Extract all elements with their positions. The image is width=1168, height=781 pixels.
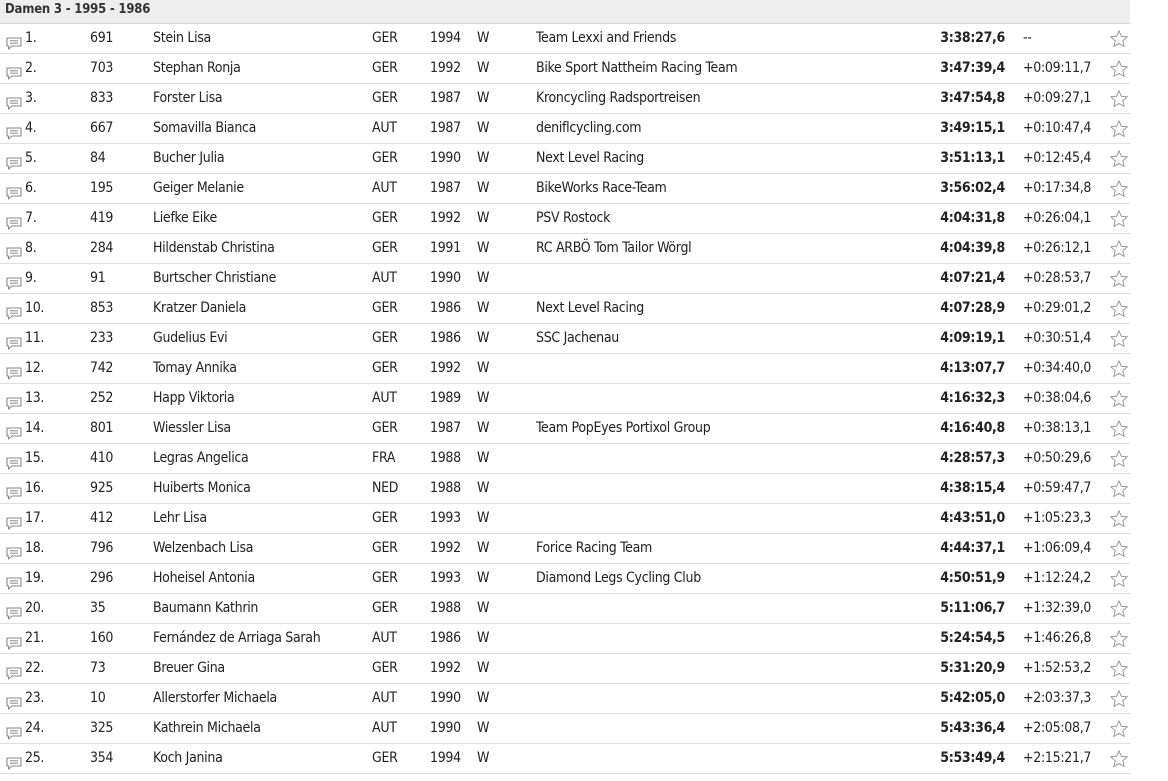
- gender-cell: W: [477, 240, 490, 256]
- gender-cell: W: [477, 30, 490, 46]
- rank-cell: 25.: [25, 750, 45, 766]
- nation-cell: AUT: [372, 630, 397, 646]
- table-row[interactable]: [0, 144, 1130, 174]
- star-outline-icon[interactable]: [1109, 479, 1129, 499]
- gap-cell: +0:38:13,1: [1023, 420, 1092, 436]
- time-cell: 5:43:36,4: [940, 720, 1005, 736]
- comment-icon[interactable]: [6, 182, 22, 195]
- comment-icon[interactable]: [6, 692, 22, 705]
- gap-cell: +0:38:04,6: [1023, 390, 1092, 406]
- gap-cell: +0:30:51,4: [1023, 330, 1092, 346]
- star-outline-icon[interactable]: [1109, 179, 1129, 199]
- name-cell: Kathrein Michaela: [153, 720, 261, 736]
- table-row[interactable]: [0, 594, 1130, 624]
- comment-icon[interactable]: [6, 752, 22, 765]
- nation-cell: GER: [372, 90, 398, 106]
- time-cell: 4:04:31,8: [940, 210, 1005, 226]
- time-cell: 3:49:15,1: [940, 120, 1005, 136]
- name-cell: Liefke Eike: [153, 210, 217, 226]
- rank-cell: 4.: [25, 120, 37, 136]
- rank-cell: 3.: [25, 90, 37, 106]
- table-row[interactable]: [0, 624, 1130, 654]
- table-row[interactable]: [0, 684, 1130, 714]
- star-outline-icon[interactable]: [1109, 59, 1129, 79]
- time-cell: 5:53:49,4: [940, 750, 1005, 766]
- team-cell: Next Level Racing: [536, 150, 645, 166]
- bib-cell: 284: [90, 240, 114, 256]
- gap-cell: +0:17:34,8: [1023, 180, 1092, 196]
- gender-cell: W: [477, 180, 490, 196]
- gap-cell: +0:26:04,1: [1023, 210, 1092, 226]
- nation-cell: GER: [372, 150, 398, 166]
- gap-cell: +1:46:26,8: [1023, 630, 1092, 646]
- rank-cell: 13.: [25, 390, 45, 406]
- name-cell: Lehr Lisa: [153, 510, 207, 526]
- table-row[interactable]: [0, 744, 1130, 774]
- nation-cell: AUT: [372, 690, 397, 706]
- name-cell: Breuer Gina: [153, 660, 225, 676]
- comment-icon[interactable]: [6, 242, 22, 255]
- bib-cell: 703: [90, 60, 114, 76]
- comment-icon[interactable]: [6, 272, 22, 285]
- team-cell: Kroncycling Radsportreisen: [536, 90, 701, 106]
- nation-cell: AUT: [372, 180, 397, 196]
- rank-cell: 19.: [25, 570, 45, 586]
- gap-cell: +2:03:37,3: [1023, 690, 1092, 706]
- table-row[interactable]: [0, 444, 1130, 474]
- gap-cell: +0:59:47,7: [1023, 480, 1092, 496]
- gap-cell: +0:50:29,6: [1023, 450, 1092, 466]
- star-outline-icon[interactable]: [1109, 329, 1129, 349]
- rank-cell: 15.: [25, 450, 45, 466]
- name-cell: Somavilla Bianca: [153, 120, 257, 136]
- gender-cell: W: [477, 510, 490, 526]
- star-outline-icon[interactable]: [1109, 389, 1129, 409]
- rank-cell: 10.: [25, 300, 45, 316]
- year-cell: 1987: [430, 420, 461, 436]
- time-cell: 4:04:39,8: [940, 240, 1005, 256]
- gap-cell: +1:05:23,3: [1023, 510, 1092, 526]
- time-cell: 4:50:51,9: [940, 570, 1005, 586]
- gap-cell: +2:15:21,7: [1023, 750, 1092, 766]
- comment-icon[interactable]: [6, 332, 22, 345]
- time-cell: 5:31:20,9: [940, 660, 1005, 676]
- comment-icon[interactable]: [6, 32, 22, 45]
- bib-cell: 195: [90, 180, 114, 196]
- year-cell: 1992: [430, 210, 461, 226]
- year-cell: 1994: [430, 750, 461, 766]
- comment-icon[interactable]: [6, 362, 22, 375]
- nation-cell: GER: [372, 330, 398, 346]
- year-cell: 1990: [430, 720, 461, 736]
- star-outline-icon[interactable]: [1109, 599, 1129, 619]
- rank-cell: 5.: [25, 150, 37, 166]
- year-cell: 1992: [430, 540, 461, 556]
- rank-cell: 24.: [25, 720, 45, 736]
- time-cell: 3:38:27,6: [940, 30, 1005, 46]
- gender-cell: W: [477, 390, 490, 406]
- gender-cell: W: [477, 150, 490, 166]
- table-row[interactable]: [0, 294, 1130, 324]
- star-outline-icon[interactable]: [1109, 509, 1129, 529]
- table-row[interactable]: [0, 654, 1130, 684]
- nation-cell: GER: [372, 240, 398, 256]
- gender-cell: W: [477, 210, 490, 226]
- gender-cell: W: [477, 720, 490, 736]
- table-row[interactable]: [0, 204, 1130, 234]
- bib-cell: 412: [90, 510, 114, 526]
- team-cell: Diamond Legs Cycling Club: [536, 570, 701, 586]
- gender-cell: W: [477, 540, 490, 556]
- star-outline-icon[interactable]: [1109, 239, 1129, 259]
- gap-cell: +2:05:08,7: [1023, 720, 1092, 736]
- gap-cell: +0:34:40,0: [1023, 360, 1092, 376]
- year-cell: 1993: [430, 570, 461, 586]
- table-row[interactable]: [0, 414, 1130, 444]
- gender-cell: W: [477, 480, 490, 496]
- comment-icon[interactable]: [6, 722, 22, 735]
- time-cell: 4:43:51,0: [940, 510, 1005, 526]
- gap-cell: +0:26:12,1: [1023, 240, 1092, 256]
- star-outline-icon[interactable]: [1109, 629, 1129, 649]
- star-outline-icon[interactable]: [1109, 269, 1129, 289]
- time-cell: 4:07:21,4: [940, 270, 1005, 286]
- star-outline-icon[interactable]: [1109, 299, 1129, 319]
- year-cell: 1988: [430, 480, 461, 496]
- nation-cell: GER: [372, 750, 398, 766]
- gap-cell: +1:06:09,4: [1023, 540, 1092, 556]
- star-outline-icon[interactable]: [1109, 359, 1129, 379]
- comment-icon[interactable]: [6, 62, 22, 75]
- nation-cell: GER: [372, 30, 398, 46]
- gender-cell: W: [477, 660, 490, 676]
- star-outline-icon[interactable]: [1109, 119, 1129, 139]
- team-cell: deniflcycling.com: [536, 120, 642, 136]
- bib-cell: 410: [90, 450, 114, 466]
- gap-cell: +0:09:27,1: [1023, 90, 1092, 106]
- name-cell: Huiberts Monica: [153, 480, 251, 496]
- name-cell: Bucher Julia: [153, 150, 225, 166]
- table-row[interactable]: [0, 114, 1130, 144]
- name-cell: Stein Lisa: [153, 30, 211, 46]
- results-list: [0, 24, 1130, 774]
- star-outline-icon[interactable]: [1109, 749, 1129, 769]
- gender-cell: W: [477, 450, 490, 466]
- time-cell: 5:11:06,7: [940, 600, 1005, 616]
- table-row[interactable]: [0, 324, 1130, 354]
- name-cell: Koch Janina: [153, 750, 223, 766]
- team-cell: Team Lexxi and Friends: [536, 30, 677, 46]
- comment-icon[interactable]: [6, 632, 22, 645]
- time-cell: 4:38:15,4: [940, 480, 1005, 496]
- gap-cell: +1:32:39,0: [1023, 600, 1092, 616]
- name-cell: Allerstorfer Michaela: [153, 690, 277, 706]
- nation-cell: NED: [372, 480, 399, 496]
- bib-cell: 252: [90, 390, 114, 406]
- gap-cell: +0:10:47,4: [1023, 120, 1092, 136]
- star-outline-icon[interactable]: [1109, 659, 1129, 679]
- table-row[interactable]: [0, 534, 1130, 564]
- time-cell: 3:51:13,1: [940, 150, 1005, 166]
- table-row[interactable]: [0, 174, 1130, 204]
- rank-cell: 11.: [25, 330, 45, 346]
- nation-cell: FRA: [372, 450, 396, 466]
- bib-cell: 233: [90, 330, 114, 346]
- bib-cell: 35: [90, 600, 106, 616]
- name-cell: Kratzer Daniela: [153, 300, 246, 316]
- star-outline-icon[interactable]: [1109, 689, 1129, 709]
- bib-cell: 10: [90, 690, 106, 706]
- star-outline-icon[interactable]: [1109, 89, 1129, 109]
- name-cell: Burtscher Christiane: [153, 270, 277, 286]
- time-cell: 3:56:02,4: [940, 180, 1005, 196]
- rank-cell: 21.: [25, 630, 45, 646]
- star-outline-icon[interactable]: [1109, 209, 1129, 229]
- time-cell: 3:47:54,8: [940, 90, 1005, 106]
- category-header: [0, 0, 1130, 24]
- team-cell: Next Level Racing: [536, 300, 645, 316]
- bib-cell: 853: [90, 300, 114, 316]
- nation-cell: GER: [372, 60, 398, 76]
- rank-cell: 17.: [25, 510, 45, 526]
- year-cell: 1987: [430, 180, 461, 196]
- name-cell: Geiger Melanie: [153, 180, 244, 196]
- table-row[interactable]: [0, 384, 1130, 414]
- table-row[interactable]: [0, 504, 1130, 534]
- year-cell: 1990: [430, 690, 461, 706]
- time-cell: 5:42:05,0: [940, 690, 1005, 706]
- page-margin: [1131, 0, 1168, 777]
- comment-icon[interactable]: [6, 452, 22, 465]
- team-cell: Team PopEyes Portixol Group: [536, 420, 711, 436]
- nation-cell: GER: [372, 360, 398, 376]
- gap-cell: +0:29:01,2: [1023, 300, 1092, 316]
- bib-cell: 801: [90, 420, 114, 436]
- comment-icon[interactable]: [6, 662, 22, 675]
- bib-cell: 742: [90, 360, 114, 376]
- nation-cell: AUT: [372, 720, 397, 736]
- bib-cell: 833: [90, 90, 114, 106]
- rank-cell: 18.: [25, 540, 45, 556]
- comment-icon[interactable]: [6, 152, 22, 165]
- nation-cell: GER: [372, 510, 398, 526]
- gap-cell: +0:28:53,7: [1023, 270, 1092, 286]
- gender-cell: W: [477, 90, 490, 106]
- bib-cell: 925: [90, 480, 114, 496]
- name-cell: Baumann Kathrin: [153, 600, 259, 616]
- rank-cell: 1.: [25, 30, 37, 46]
- rank-cell: 20.: [25, 600, 45, 616]
- name-cell: Wiessler Lisa: [153, 420, 231, 436]
- name-cell: Happ Viktoria: [153, 390, 235, 406]
- year-cell: 1992: [430, 60, 461, 76]
- rank-cell: 22.: [25, 660, 45, 676]
- table-row[interactable]: [0, 474, 1130, 504]
- nation-cell: GER: [372, 210, 398, 226]
- team-cell: Bike Sport Nattheim Racing Team: [536, 60, 738, 76]
- bib-cell: 160: [90, 630, 114, 646]
- bib-cell: 325: [90, 720, 114, 736]
- gender-cell: W: [477, 570, 490, 586]
- time-cell: 4:16:40,8: [940, 420, 1005, 436]
- rank-cell: 23.: [25, 690, 45, 706]
- name-cell: Fernández de Arriaga Sarah: [153, 630, 321, 646]
- bib-cell: 73: [90, 660, 106, 676]
- name-cell: Tomay Annika: [153, 360, 237, 376]
- nation-cell: GER: [372, 540, 398, 556]
- team-cell: SSC Jachenau: [536, 330, 619, 346]
- name-cell: Hoheisel Antonia: [153, 570, 255, 586]
- gap-cell: +1:52:53,2: [1023, 660, 1092, 676]
- table-row[interactable]: [0, 234, 1130, 264]
- year-cell: 1992: [430, 660, 461, 676]
- category-title: Damen 3 - 1995 - 1986: [5, 2, 151, 17]
- bib-cell: 691: [90, 30, 114, 46]
- gap-cell: +1:12:24,2: [1023, 570, 1092, 586]
- star-outline-icon[interactable]: [1109, 569, 1129, 589]
- gender-cell: W: [477, 120, 490, 136]
- table-row[interactable]: [0, 54, 1130, 84]
- rank-cell: 8.: [25, 240, 37, 256]
- table-row[interactable]: [0, 564, 1130, 594]
- comment-icon[interactable]: [6, 302, 22, 315]
- time-cell: 4:13:07,7: [940, 360, 1005, 376]
- rank-cell: 9.: [25, 270, 37, 286]
- gender-cell: W: [477, 630, 490, 646]
- gender-cell: W: [477, 600, 490, 616]
- gap-cell: +0:12:45,4: [1023, 150, 1092, 166]
- gender-cell: W: [477, 330, 490, 346]
- time-cell: 4:44:37,1: [940, 540, 1005, 556]
- name-cell: Hildenstab Christina: [153, 240, 275, 256]
- name-cell: Gudelius Evi: [153, 330, 228, 346]
- year-cell: 1986: [430, 630, 461, 646]
- table-row[interactable]: [0, 84, 1130, 114]
- table-row[interactable]: [0, 354, 1130, 384]
- gender-cell: W: [477, 690, 490, 706]
- rank-cell: 6.: [25, 180, 37, 196]
- comment-icon[interactable]: [6, 92, 22, 105]
- comment-icon[interactable]: [6, 512, 22, 525]
- table-row[interactable]: [0, 264, 1130, 294]
- gender-cell: W: [477, 750, 490, 766]
- bib-cell: 419: [90, 210, 114, 226]
- year-cell: 1990: [430, 150, 461, 166]
- bib-cell: 296: [90, 570, 114, 586]
- comment-icon[interactable]: [6, 572, 22, 585]
- year-cell: 1987: [430, 90, 461, 106]
- nation-cell: GER: [372, 660, 398, 676]
- year-cell: 1992: [430, 360, 461, 376]
- year-cell: 1994: [430, 30, 461, 46]
- rank-cell: 16.: [25, 480, 45, 496]
- time-cell: 4:07:28,9: [940, 300, 1005, 316]
- year-cell: 1988: [430, 600, 461, 616]
- year-cell: 1987: [430, 120, 461, 136]
- star-outline-icon[interactable]: [1109, 449, 1129, 469]
- year-cell: 1986: [430, 330, 461, 346]
- rank-cell: 7.: [25, 210, 37, 226]
- year-cell: 1988: [430, 450, 461, 466]
- year-cell: 1990: [430, 270, 461, 286]
- gender-cell: W: [477, 360, 490, 376]
- nation-cell: AUT: [372, 120, 397, 136]
- nation-cell: GER: [372, 570, 398, 586]
- name-cell: Stephan Ronja: [153, 60, 241, 76]
- nation-cell: GER: [372, 300, 398, 316]
- time-cell: 4:09:19,1: [940, 330, 1005, 346]
- year-cell: 1989: [430, 390, 461, 406]
- year-cell: 1986: [430, 300, 461, 316]
- gender-cell: W: [477, 300, 490, 316]
- comment-icon[interactable]: [6, 482, 22, 495]
- comment-icon[interactable]: [6, 212, 22, 225]
- time-cell: 3:47:39,4: [940, 60, 1005, 76]
- time-cell: 4:28:57,3: [940, 450, 1005, 466]
- time-cell: 4:16:32,3: [940, 390, 1005, 406]
- table-row[interactable]: [0, 714, 1130, 744]
- comment-icon[interactable]: [6, 422, 22, 435]
- bib-cell: 354: [90, 750, 114, 766]
- name-cell: Forster Lisa: [153, 90, 223, 106]
- rank-cell: 12.: [25, 360, 45, 376]
- table-row[interactable]: [0, 24, 1130, 54]
- gender-cell: W: [477, 270, 490, 286]
- star-outline-icon[interactable]: [1109, 719, 1129, 739]
- bib-cell: 667: [90, 120, 114, 136]
- nation-cell: GER: [372, 420, 398, 436]
- star-outline-icon[interactable]: [1109, 419, 1129, 439]
- year-cell: 1991: [430, 240, 461, 256]
- gender-cell: W: [477, 60, 490, 76]
- gender-cell: W: [477, 420, 490, 436]
- rank-cell: 2.: [25, 60, 37, 76]
- star-outline-icon[interactable]: [1109, 29, 1129, 49]
- bib-cell: 84: [90, 150, 106, 166]
- team-cell: PSV Rostock: [536, 210, 611, 226]
- gap-cell: +0:09:11,7: [1023, 60, 1092, 76]
- comment-icon[interactable]: [6, 392, 22, 405]
- name-cell: Welzenbach Lisa: [153, 540, 254, 556]
- time-cell: 5:24:54,5: [940, 630, 1005, 646]
- nation-cell: AUT: [372, 270, 397, 286]
- gap-cell: --: [1023, 30, 1032, 46]
- comment-icon[interactable]: [6, 602, 22, 615]
- bib-cell: 796: [90, 540, 114, 556]
- star-outline-icon[interactable]: [1109, 149, 1129, 169]
- name-cell: Legras Angelica: [153, 450, 249, 466]
- nation-cell: AUT: [372, 390, 397, 406]
- nation-cell: GER: [372, 600, 398, 616]
- comment-icon[interactable]: [6, 542, 22, 555]
- year-cell: 1993: [430, 510, 461, 526]
- bib-cell: 91: [90, 270, 106, 286]
- team-cell: Forice Racing Team: [536, 540, 653, 556]
- team-cell: RC ARBÖ Tom Tailor Wörgl: [536, 240, 692, 256]
- comment-icon[interactable]: [6, 122, 22, 135]
- team-cell: BikeWorks Race-Team: [536, 180, 667, 196]
- rank-cell: 14.: [25, 420, 45, 436]
- star-outline-icon[interactable]: [1109, 539, 1129, 559]
